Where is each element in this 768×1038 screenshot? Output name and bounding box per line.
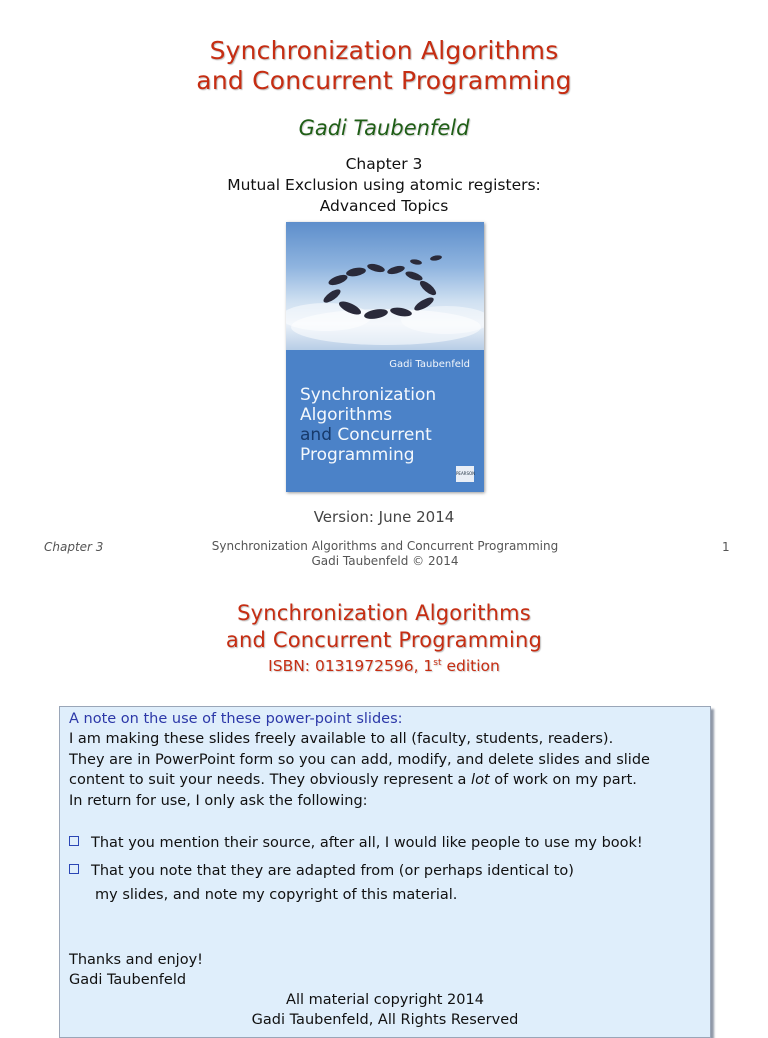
- signature-line: Gadi Taubenfeld: [69, 972, 187, 988]
- chapter-label: Chapter 3: [345, 155, 423, 173]
- cover-title-concurrent: Concurrent: [331, 425, 432, 445]
- footer-center-line1: Synchronization Algorithms and Concurrent Programming: [211, 539, 559, 553]
- slide1-title-line1: Synchronization Algorithms: [209, 36, 559, 65]
- cover-title-line3: [300, 425, 436, 445]
- note-bullet1-text: That you mention their source, after all, I would like people to use my book!: [91, 835, 643, 851]
- note-body: [69, 729, 650, 811]
- subtitle-line1: Mutual Exclusion using atomic registers:: [227, 176, 541, 194]
- note-line4: In return for use, I only ask the following:: [69, 792, 368, 809]
- note-line3-italic: lot: [471, 772, 490, 788]
- slide2-title: [0, 600, 768, 654]
- copyright-line1: All material copyright 2014: [286, 992, 484, 1008]
- note-thanks: [69, 950, 203, 990]
- note-line3-post: of work on my part.: [489, 772, 637, 788]
- footer-center-line2: Gadi Taubenfeld © 2014: [311, 554, 459, 568]
- publisher-logo: PEARSON: [456, 466, 474, 482]
- note-line3-pre: content to suit your needs. They obviously represent a: [69, 772, 472, 788]
- skydivers-illustration: [286, 222, 484, 350]
- slide2-title-line2: and Concurrent Programming: [225, 628, 543, 652]
- note-line1: I am making these slides freely available to all (faculty, students, readers).: [69, 731, 614, 747]
- note-line2: They are in PowerPoint form so you can add, modify, and delete slides and slide: [69, 751, 650, 768]
- isbn-suffix: edition: [441, 657, 500, 675]
- note-bullet2-text: That you note that they are adapted from (or perhaps identical to): [91, 863, 574, 879]
- slide1-chapter-block: [0, 154, 768, 217]
- cover-title-line4: Programming: [300, 445, 415, 465]
- note-heading: A note on the use of these power-point slides:: [69, 711, 403, 727]
- isbn-sup: st: [433, 657, 442, 668]
- cover-sky: [286, 222, 484, 350]
- book-cover-image: [286, 222, 484, 492]
- cover-title-line2: Algorithms: [300, 405, 393, 425]
- cover-title-and: and: [300, 425, 332, 445]
- note-line3: [69, 770, 650, 791]
- cover-title-line1: Synchronization: [300, 385, 437, 405]
- checkbox-bullet-icon: [69, 836, 79, 846]
- slide1-title: [0, 36, 768, 96]
- usage-note-box: [59, 706, 711, 1038]
- copyright-line2: Gadi Taubenfeld, All Rights Reserved: [251, 1012, 519, 1028]
- page-number: 1: [722, 540, 730, 554]
- slide1-author: Gadi Taubenfeld: [298, 116, 470, 140]
- cover-title: [300, 385, 436, 465]
- subtitle-line2: Advanced Topics: [319, 197, 449, 215]
- slide2-title-line1: Synchronization Algorithms: [237, 601, 531, 625]
- cover-author: Gadi Taubenfeld: [389, 359, 470, 370]
- version-label: Version: June 2014: [313, 508, 455, 526]
- note-copyright: [60, 990, 710, 1030]
- thanks-line: Thanks and enjoy!: [69, 952, 203, 968]
- slide1-title-line2: and Concurrent Programming: [196, 66, 572, 95]
- note-bullet1: [69, 835, 643, 851]
- isbn-text: ISBN: 0131972596, 1: [268, 657, 434, 675]
- footer-center: [200, 539, 570, 569]
- note-bullet2-cont: my slides, and note my copyright of this material.: [95, 887, 458, 903]
- checkbox-bullet-icon: [69, 864, 79, 874]
- note-bullet2: [69, 863, 574, 879]
- footer-chapter: Chapter 3: [44, 540, 104, 554]
- isbn-line: [0, 657, 768, 675]
